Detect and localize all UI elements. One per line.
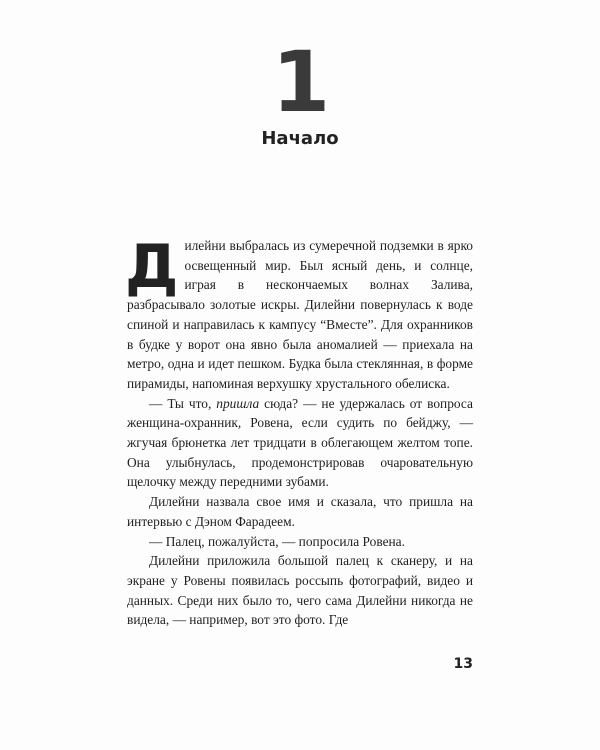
paragraph-4: — Палец, пожалуйста, — попросила Ровена. <box>149 533 405 549</box>
paragraph-2-italic: пришла <box>216 395 260 411</box>
paragraph-2-after: сюда? — не удержалась от вопроса женщина-охранник, Ровена, если судить по бейджу, — жгучая брюнетка лет тридцати в облегающем желтом топе. Она улыбнулась, продемонстрировав очаровательную щелочку между передними зубами. <box>127 395 473 490</box>
paragraph-2-before: — Ты что, <box>149 395 217 411</box>
chapter-body <box>125 232 473 630</box>
chapter-title: Начало <box>261 128 339 149</box>
paragraph-3: Дилейни назвала свое имя и сказала, что пришла на интервью с Дэном Фарадеем. <box>127 494 473 529</box>
page-number: 13 <box>453 656 473 672</box>
paragraph-5: Дилейни приложила большой палец к сканеру, и на экране у Ровены появилась россыпь фотографий, видео и данных. Среди них было то, чего сама Дилейни никогда не видела, — например, вот это фото. Где <box>127 553 473 628</box>
paragraph-1-text: илейни выбралась из сумеречной подземки в ярко освещенный мир. Был ясный день, и солнце, играя в нескончаемых волнах Залива, разбрасывало золотые искры. Дилейни повернулась к воде спиной и направилась к кампусу “Вместе”. Для охранников в будке у ворот она явно была аномалией — приехала на метро, одна и идет пешком. Будка была стеклянная, в форме пирамиды, напоминая верхушку хрустального обелиска. <box>127 238 473 391</box>
paragraph-1 <box>125 232 473 394</box>
chapter-number: 1 <box>271 33 329 131</box>
paragraph-2 <box>127 394 473 493</box>
drop-cap: Д <box>125 232 179 302</box>
